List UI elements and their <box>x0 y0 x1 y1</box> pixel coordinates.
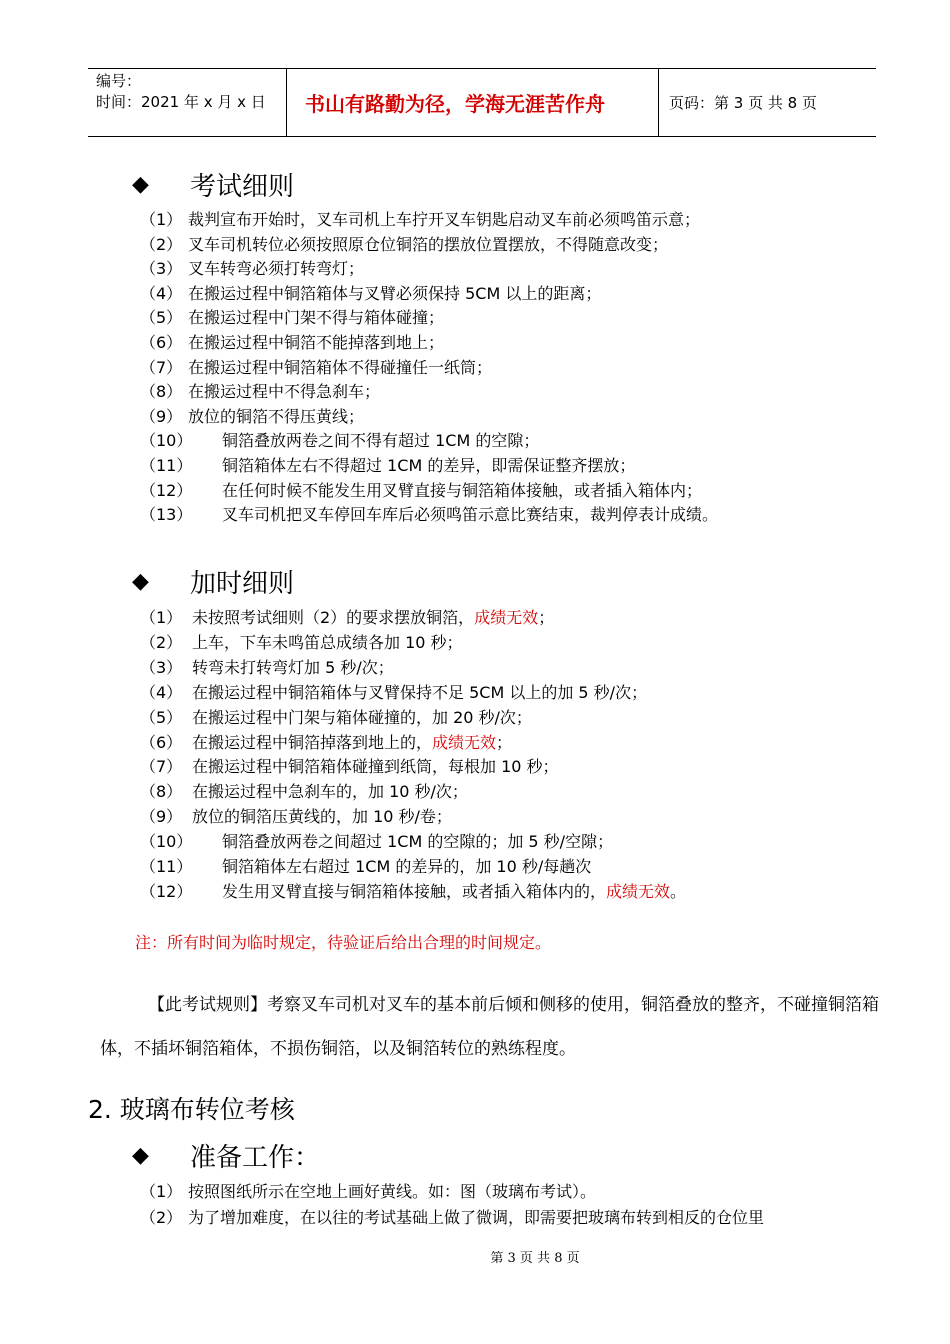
item-text: 铜箔叠放两卷之间超过 1CM 的空隙的；加 5 秒/空隙； <box>222 832 614 852</box>
item-number: （11） <box>140 456 193 475</box>
list-item <box>140 732 512 754</box>
item-text: 在搬运过程中铜箔掉落到地上的， <box>192 732 433 752</box>
item-number: （4） <box>140 283 183 303</box>
item-text: 为了增加难度，在以往的考试基础上做了微调，即需要把玻璃布转到相反的仓位里 <box>188 1208 765 1227</box>
rule-paragraph-text: 考察叉车司机对叉车的基本前后倾和侧移的使用，铜箔叠放的整齐，不碰撞铜箔箱体，不插坏铜箔箱体，不损伤铜箔，以及铜箔转位的熟练程度。 <box>100 995 879 1059</box>
item-text: 在搬运过程中铜箔箱体与叉臂保持不足 5CM 以上的加 5 秒/次； <box>192 682 648 702</box>
invalid-result-label: 成绩无效 <box>606 881 671 901</box>
item-number: （10） <box>140 431 193 451</box>
time-label: 时间：2021 年 x 月 x 日 <box>96 93 266 111</box>
item-text: 铜箔箱体左右超过 1CM 的差异的，加 10 秒/每趟次 <box>222 857 592 876</box>
item-tail: 。 <box>670 881 687 901</box>
page-footer: 第 3 页 共 8 页 <box>490 1251 580 1266</box>
diamond-bullet-icon: ◆ <box>132 1143 149 1168</box>
number-label: 编号： <box>96 72 142 90</box>
item-text: 在搬运过程中门架不得与箱体碰撞； <box>188 308 445 328</box>
item-number: （5） <box>140 308 183 328</box>
list-item <box>140 381 380 403</box>
list-item <box>140 806 452 828</box>
invalid-result-label: 成绩无效 <box>432 732 497 752</box>
item-number: （2） <box>140 234 183 254</box>
item-number: （7） <box>140 357 183 377</box>
section-heading-time-penalty <box>132 563 294 600</box>
item-text: 未按照考试细则（2）的要求摆放铜箔， <box>192 608 475 627</box>
list-item <box>140 357 492 379</box>
list-item <box>140 707 532 729</box>
item-number: （2） <box>140 1208 183 1227</box>
rule-paragraph <box>100 983 900 1071</box>
page-header <box>88 68 876 137</box>
item-text: 裁判宣布开始时，叉车司机上车拧开叉车钥匙启动叉车前必须鸣笛示意； <box>188 210 701 229</box>
list-item <box>140 1207 764 1229</box>
item-number: （9） <box>140 807 183 827</box>
list-item <box>140 682 647 704</box>
item-number: （3） <box>140 657 183 677</box>
header-motto: 书山有路勤为径，学海无涯苦作舟 <box>286 69 659 136</box>
item-text: 在搬运过程中不得急刹车； <box>188 382 381 402</box>
note: 注：所有时间为临时规定，待验证后给出合理的时间规定。 <box>135 933 552 952</box>
item-text: 按照图纸所示在空地上画好黄线。如：图（玻璃布考试）。 <box>188 1182 597 1201</box>
list-item <box>140 455 635 477</box>
item-tail: ； <box>538 608 555 627</box>
item-tail: ； <box>496 732 513 752</box>
item-text: 在搬运过程中铜箔箱体与叉臂必须保持 5CM 以上的距离； <box>188 283 602 303</box>
list-item <box>140 632 463 654</box>
item-text: 叉车司机转位必须按照原仓位铜箔的摆放位置摆放，不得随意改变； <box>188 234 669 254</box>
item-text: 在搬运过程中门架与箱体碰撞的，加 20 秒/次； <box>192 707 532 727</box>
item-number: （8） <box>140 382 183 402</box>
item-text: 铜箔箱体左右不得超过 1CM 的差异，即需保证整齐摆放； <box>222 456 636 475</box>
list-item <box>140 430 539 452</box>
item-text: 在搬运过程中急刹车的，加 10 秒/次； <box>192 782 468 802</box>
header-meta <box>88 69 286 136</box>
item-number: （11） <box>140 857 193 876</box>
item-number: （8） <box>140 782 183 802</box>
item-number: （6） <box>140 732 183 752</box>
list-item <box>140 283 601 305</box>
item-number: （3） <box>140 259 183 279</box>
list-item <box>140 504 718 526</box>
item-text: 发生用叉臂直接与铜箔箱体接触，或者插入箱体内的， <box>222 881 607 901</box>
list-item <box>140 831 613 853</box>
item-number: （5） <box>140 707 183 727</box>
item-text: 在搬运过程中铜箔箱体不得碰撞任一纸筒； <box>188 357 493 377</box>
item-text: 叉车司机把叉车停回车库后必须鸣笛示意比赛结束，裁判停表计成绩。 <box>222 505 719 525</box>
list-item <box>140 607 554 629</box>
item-text: 转弯未打转弯灯加 5 秒/次； <box>192 657 394 677</box>
item-text: 放位的铜箔压黄线的，加 10 秒/卷； <box>192 807 452 827</box>
header-page-info: 页码：第 3 页 共 8 页 <box>669 94 817 112</box>
item-text: 在搬运过程中铜箔不能掉落到地上； <box>188 333 445 352</box>
item-text: 在搬运过程中铜箔箱体碰撞到纸筒，每根加 10 秒； <box>192 757 559 777</box>
list-item <box>140 856 591 878</box>
item-number: （1） <box>140 1182 183 1201</box>
section-title: 加时细则 <box>190 569 295 599</box>
diamond-bullet-icon: ◆ <box>132 569 149 594</box>
list-item <box>140 332 444 354</box>
list-item <box>140 209 700 231</box>
chapter-title: 2. 玻璃布转位考核 <box>88 1095 295 1124</box>
item-number: （12） <box>140 480 193 500</box>
item-text: 上车，下车未鸣笛总成绩各加 10 秒； <box>192 632 463 652</box>
list-item <box>140 307 444 329</box>
item-number: （12） <box>140 881 193 901</box>
list-item <box>140 258 364 280</box>
item-text: 铜箔叠放两卷之间不得有超过 1CM 的空隙； <box>222 431 540 451</box>
invalid-result-label: 成绩无效 <box>474 608 539 627</box>
section-title: 考试细则 <box>190 172 295 202</box>
section-heading-exam-rules <box>132 166 294 203</box>
item-number: （4） <box>140 682 183 702</box>
item-text: 叉车转弯必须打转弯灯； <box>188 259 365 279</box>
item-number: （10） <box>140 832 193 852</box>
list-item <box>140 781 468 803</box>
list-item <box>140 756 559 778</box>
section-heading-preparation <box>132 1137 320 1174</box>
list-item <box>140 480 702 502</box>
list-item <box>140 881 686 903</box>
rule-paragraph-lead: 【此考试规则】 <box>148 995 267 1015</box>
item-text: 在任何时候不能发生用叉臂直接与铜箔箱体接触，或者插入箱体内； <box>222 480 703 500</box>
diamond-bullet-icon: ◆ <box>132 172 149 197</box>
section-title: 准备工作： <box>190 1143 321 1173</box>
item-number: （7） <box>140 757 183 777</box>
list-item <box>140 406 364 428</box>
item-number: （6） <box>140 333 183 352</box>
item-number: （2） <box>140 632 183 652</box>
item-number: （9） <box>140 406 183 426</box>
item-number: （13） <box>140 505 193 525</box>
item-number: （1） <box>140 210 183 229</box>
list-item <box>140 234 668 256</box>
item-text: 放位的铜箔不得压黄线； <box>188 406 365 426</box>
item-number: （1） <box>140 608 183 627</box>
list-item <box>140 657 394 679</box>
list-item <box>140 1181 596 1203</box>
